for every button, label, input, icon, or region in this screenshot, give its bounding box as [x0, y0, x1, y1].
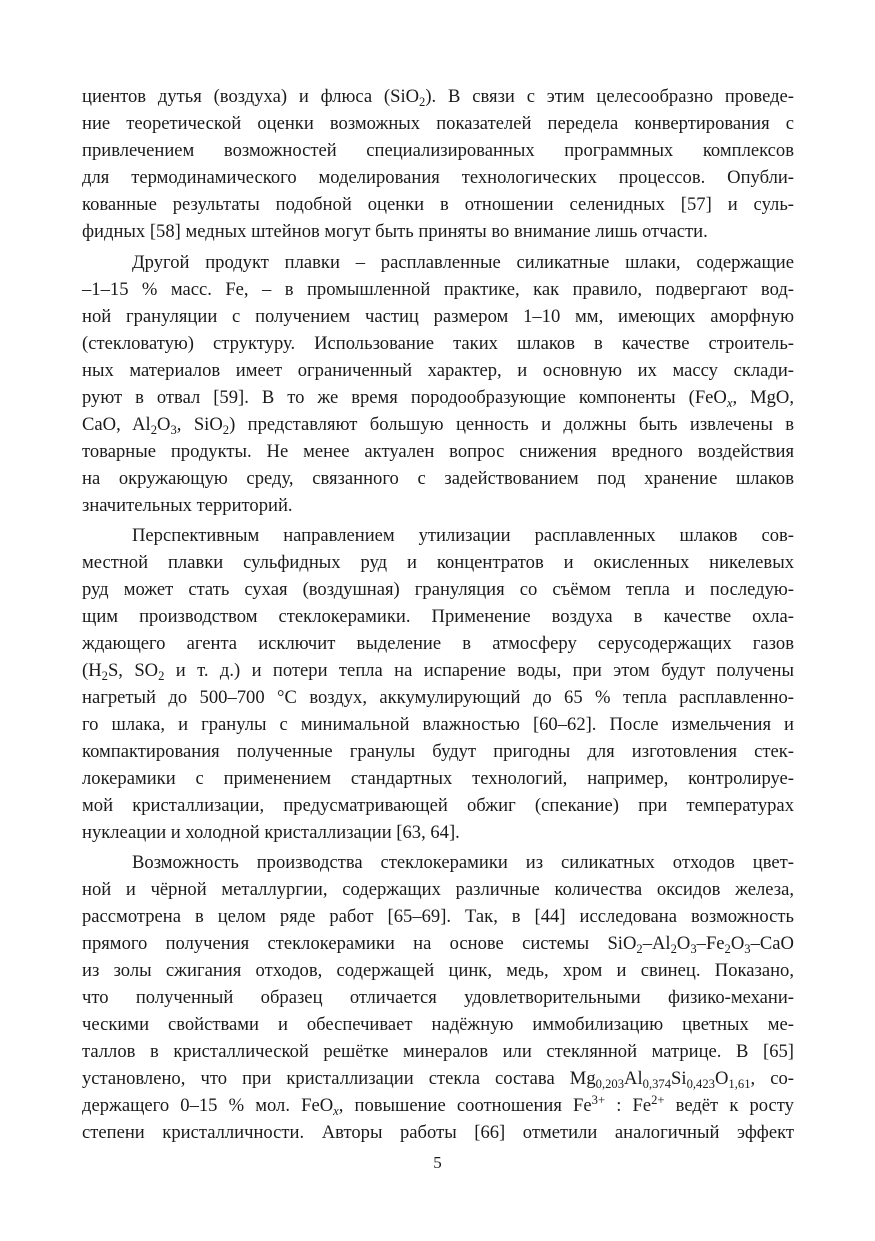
text-line: ной грануляции с получением частиц размером 1–10 мм, имеющих аморфную [82, 306, 794, 327]
text-line: степени кристалличности. Авторы работы [66] отметили аналогичный эффект [82, 1122, 794, 1143]
text-line: –1–15 % масс. Fe, – в промышленной практике, как правило, подвергают вод- [82, 279, 794, 300]
text-line: рассмотрена в целом ряде работ [65–69]. Так, в [44] исследована возможность [82, 906, 794, 927]
text-line: Другой продукт плавки – расплавленные силикатные шлаки, содержащие [132, 252, 794, 273]
text-line: циентов дутья (воздуха) и флюса (SiO$_2$). В связи с этим целесообразно проведе- [82, 86, 794, 109]
text-line: значительных территорий. [82, 495, 293, 516]
text-line: CaO, $Al_2O_3$, SiO$_2$) представляют большую ценность и должны быть извлечены в [82, 414, 795, 437]
text-line: нуклеации и холодной кристаллизации [63, 64]. [82, 822, 460, 843]
text-line: привлечением возможностей специализированных программных комплексов [82, 140, 794, 161]
text-line: кованные результаты подобной оценки в отношении селенидных [57] и суль- [82, 194, 794, 215]
text-line: ных материалов имеет ограниченный характер, и основную их массу склади- [82, 360, 794, 381]
text-line: (стекловатую) структуру. Использование таких шлаков в качестве строитель- [82, 333, 794, 354]
text-line: ($H_2S$, $SO_2$ и т. д.) и потери тепла на испарение воды, при этом будут получены [82, 660, 794, 683]
text-line: прямого получения стеклокерамики на основе системы $SiO_2-Al_2O_3-Fe_2O_3$–CaO [82, 933, 794, 956]
text-line: го шлака, и гранулы с минимальной влажностью [60–62]. После измельчения и [82, 714, 794, 735]
text-line: ческими свойствами и обеспечивает надёжную иммобилизацию цветных ме- [82, 1014, 794, 1035]
text-line: щим производством стеклокерамики. Применение воздуха в качестве охла- [82, 606, 794, 627]
text-line: установлено, что при кристаллизации стекла состава $Mg_{0,203}Al_{0,374}Si_{0,423}O_{1,61}$, со- [82, 1068, 794, 1091]
text-line: товарные продукты. Не менее актуален вопрос снижения вредного воздействия [82, 441, 794, 462]
text-line: местной плавки сульфидных руд и концентратов и окисленных никелевых [82, 552, 794, 573]
text-line: локерамики с применением стандартных технологий, например, контролируе- [82, 768, 794, 789]
text-line: мой кристаллизации, предусматривающей обжиг (спекание) при температурах [82, 795, 794, 816]
text-line: ние теоретической оценки возможных показателей передела конвертирования с [82, 113, 794, 134]
text-line: держащего 0–15 % мол. FeO$_x$, повышение соотношения $Fe^{3+}$ : $Fe^{2+}$ ведёт к росту [82, 1093, 794, 1118]
text-line: компактирования полученные гранулы будут пригодны для изготовления стек- [82, 741, 794, 762]
text-line: нагретый до 500–700 °С воздух, аккумулирующий до 65 % тепла расплавленно- [82, 687, 794, 708]
text-line: ждающего агента исключит выделение в атмосферу серусодержащих газов [82, 633, 794, 654]
text-line: руют в отвал [59]. В то же время породообразующие компоненты (FeO$_x$, MgO, [82, 387, 795, 410]
text-line: для термодинамического моделирования технологических процессов. Опубли- [82, 167, 794, 188]
page-number: 5 [433, 1153, 442, 1172]
text-line: из золы сжигания отходов, содержащей цинк, медь, хром и свинец. Показано, [82, 960, 794, 981]
text-line: на окружающую среду, связанного с задействованием под хранение шлаков [82, 468, 794, 489]
text-line: руд может стать сухая (воздушная) грануляция со съёмом тепла и последую- [82, 579, 794, 600]
text-line: Перспективным направлением утилизации расплавленных шлаков сов- [132, 525, 794, 546]
text-line: фидных [58] медных штейнов могут быть приняты во внимание лишь отчасти. [82, 221, 708, 242]
text-line: таллов в кристаллической решётке минералов или стеклянной матрице. В [65] [82, 1041, 794, 1062]
text-line: что полученный образец отличается удовлетворительными физико-механи- [82, 987, 794, 1008]
text-line: ной и чёрной металлургии, содержащих различные количества оксидов железа, [82, 879, 794, 900]
text-line: Возможность производства стеклокерамики из силикатных отходов цвет- [132, 852, 794, 873]
